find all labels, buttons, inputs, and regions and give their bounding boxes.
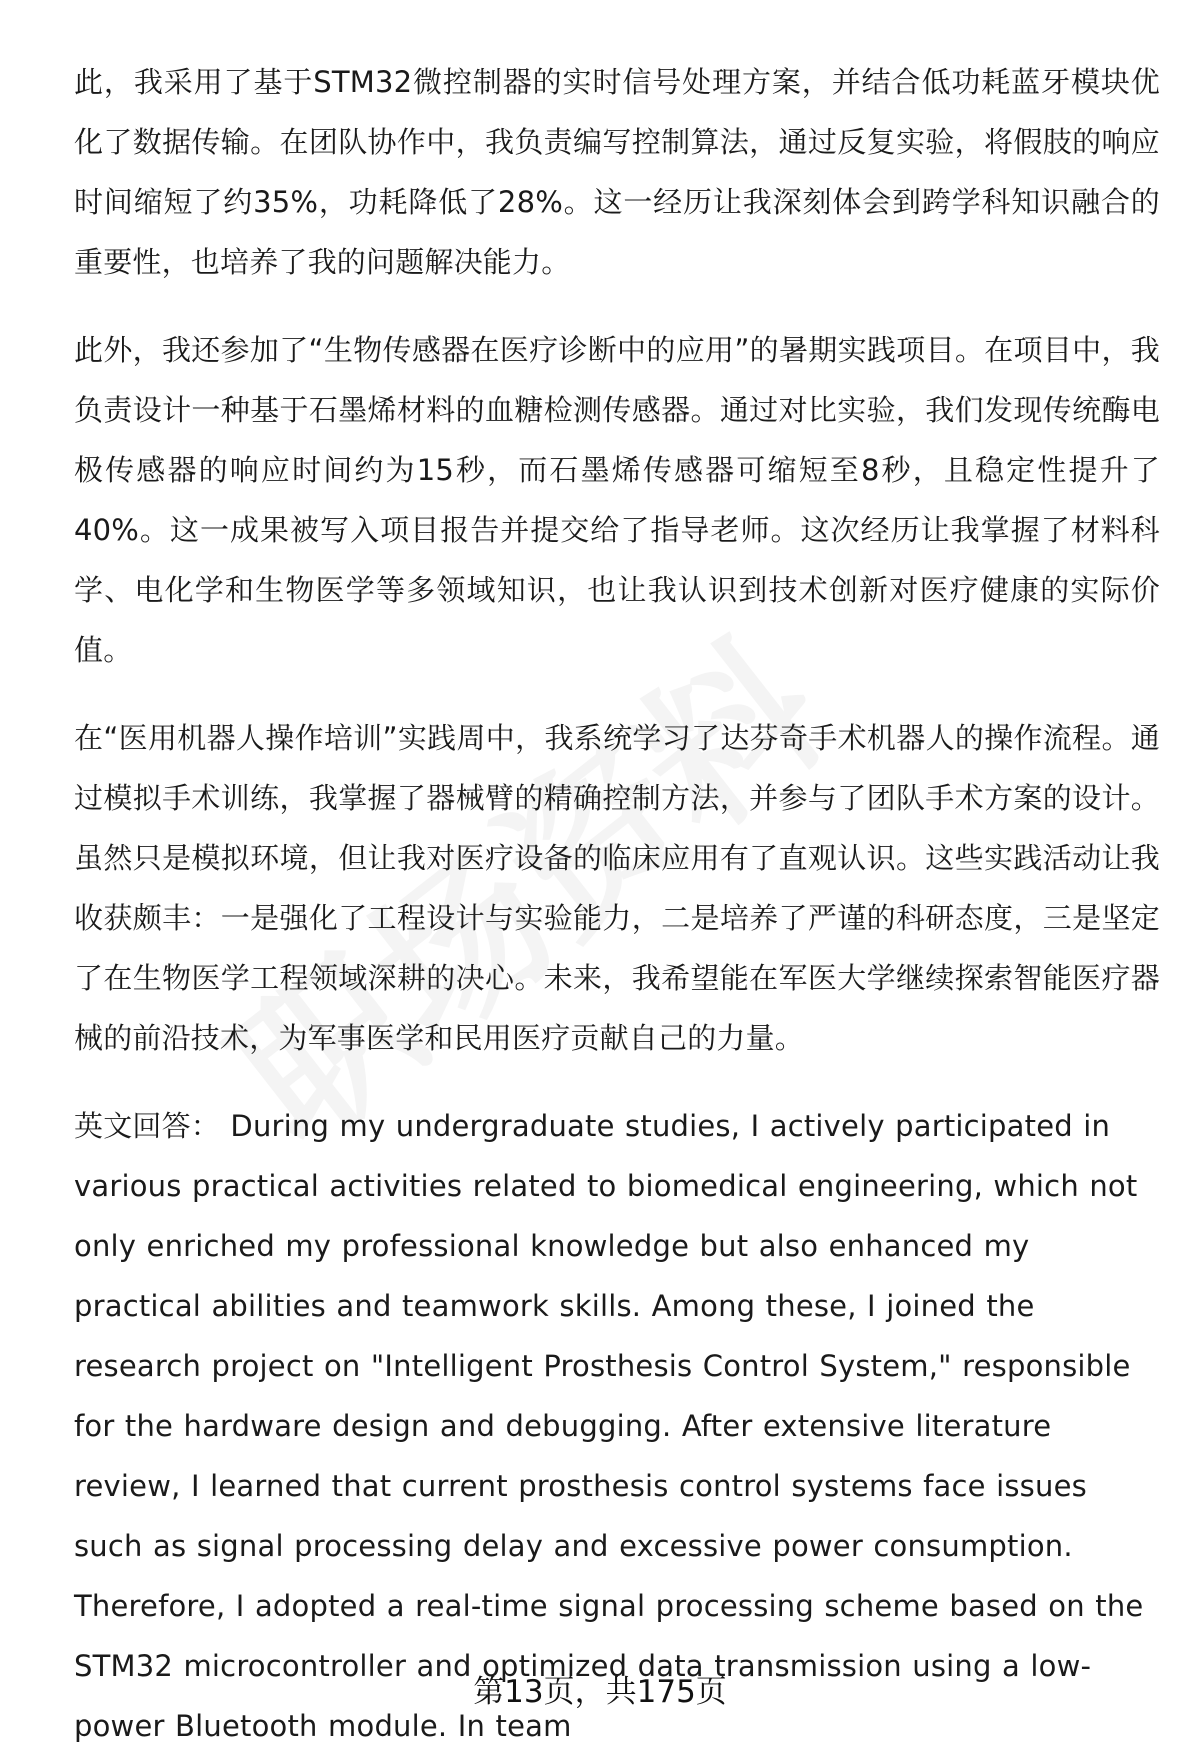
paragraph-1: 此，我采用了基于STM32微控制器的实时信号处理方案，并结合低功耗蓝牙模块优化了数据传输。在团队协作中，我负责编写控制算法，通过反复实验，将假肢的响应时间缩短了约35%，功耗降低了28%。这一经历让我深刻体会到跨学科知识融合的重要性，也培养了我的问题解决能力。 [74,65,1160,279]
page-number: 第13页，共175页 [473,1674,727,1710]
paragraph-3: 在“医用机器人操作培训”实践周中，我系统学习了达芬奇手术机器人的操作流程。通过模拟手术训练，我掌握了器械臂的精确控制方法，并参与了团队手术方案的设计。虽然只是模拟环境，但让我对医疗设备的临床应用有了直观认识。这些实践活动让我收获颇丰：一是强化了工程设计与实验能力，二是培养了严谨的科研态度，三是坚定了在生物医学工程领域深耕的决心。未来，我希望能在军医大学继续探索智能医疗器械的前沿技术，为军事医学和民用医疗贡献自己的力量。 [74,721,1160,1055]
paragraph-2: 此外，我还参加了“生物传感器在医疗诊断中的应用”的暑期实践项目。在项目中，我负责设计一种基于石墨烯材料的血糖检测传感器。通过对比实验，我们发现传统酶电极传感器的响应时间约为15秒，而石墨烯传感器可缩短至8秒，且稳定性提升了40%。这一成果被写入项目报告并提交给了指导老师。这次经历让我掌握了材料科学、电化学和生物医学等多领域知识，也让我认识到技术创新对医疗健康的实际价值。 [74,333,1160,667]
paragraph-english: 英文回答： During my undergraduate studies, I actively participated in various practical activities related to biomedical engineering, which not only enriched my professional knowledge but also enhanced my practical abilities and teamwork skills. Among these, I joined the research project on "Intelligent Prosthesis Control System," responsible for the hardware design and debugging. After extensive literature review, I learned that current prosthesis control systems face issues such as signal processing delay and excessive power consumption. Therefore, I adopted a real-time signal processing scheme based on the STM32 microcontroller and optimized data transmission using a low-power Bluetooth module. In team [74,1109,1144,1743]
document-body [74,52,1160,1756]
